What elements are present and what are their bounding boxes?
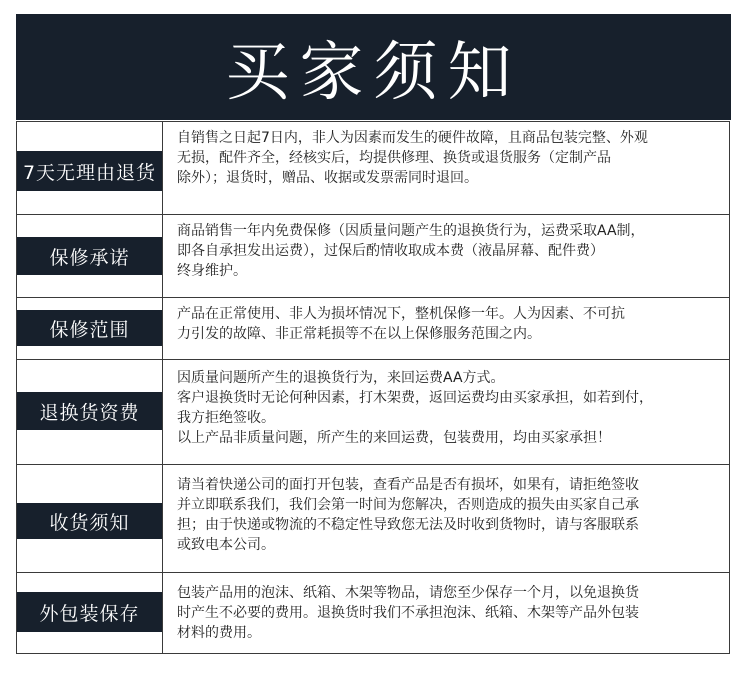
content-line: 担；由于快递或物流的不稳定性导致您无法及时收到货物时，请与客服联系 [177,517,639,533]
content-line: 因质量问题所产生的退换货行为，来回运费AA方式。 [177,370,505,386]
row-content [162,360,729,464]
row-return-fees [17,359,729,464]
content-line: 以上产品非质量问题，所产生的来回运费，包装费用，均由买家承担！ [177,430,611,446]
row-packaging-storage [17,572,729,654]
content-line: 终身维护。 [177,263,247,279]
row-label: 退换货资费 [17,392,162,430]
notice-table [16,121,730,654]
row-receiving-notice [17,464,729,572]
content-line: 除外）；退货时，赠品、收据或发票需同时退回。 [177,170,478,186]
row-content [162,122,729,214]
content-line: 材料的费用。 [177,625,261,641]
content-line: 即各自承担发出运费），过保后酌情收取成本费（液晶屏幕、配件费） [177,243,604,259]
row-label: 7天无理由退货 [17,151,162,191]
row-return-7days [17,121,729,214]
page-header [16,14,731,120]
row-label: 保修范围 [17,310,162,346]
content-line: 商品销售一年内免费保修（因质量问题产生的退换货行为，运费采取AA制， [177,223,645,239]
row-label: 外包装保存 [17,592,162,632]
content-line: 产品在正常使用、非人为损坏情况下，整机保修一年。人为因素、不可抗 [177,306,625,322]
content-line: 力引发的故障、非正常耗损等不在以上保修服务范围之内。 [177,326,541,342]
content-line: 或致电本公司。 [177,537,275,553]
row-warranty-promise [17,214,729,297]
row-warranty-scope [17,297,729,359]
page-title: 买家须知 [225,36,522,110]
row-content [162,298,729,359]
content-line: 我方拒绝签收。 [177,410,275,426]
content-line: 无损，配件齐全，经核实后，均提供修理、换货或退货服务（定制产品 [177,150,611,166]
content-line: 请当着快递公司的面打开包装，查看产品是否有损坏，如果有，请拒绝签收 [177,477,639,493]
content-line: 自销售之日起7日内，非人为因素而发生的硬件故障，且商品包装完整、外观 [177,130,648,146]
row-content [162,573,729,654]
row-content [162,465,729,572]
content-line: 时产生不必要的费用。退换货时我们不承担泡沫、纸箱、木架等产品外包装 [177,605,639,621]
content-line: 并立即联系我们，我们会第一时间为您解决，否则造成的损失由买家自己承 [177,497,639,513]
row-label: 收货须知 [17,503,162,539]
row-label: 保修承诺 [17,237,162,275]
content-line: 客户退换货时无论何种因素，打木架费，返回运费均由买家承担，如若到付， [177,390,653,406]
content-line: 包装产品用的泡沫、纸箱、木架等物品，请您至少保存一个月，以免退换货 [177,585,639,601]
row-content [162,215,729,297]
